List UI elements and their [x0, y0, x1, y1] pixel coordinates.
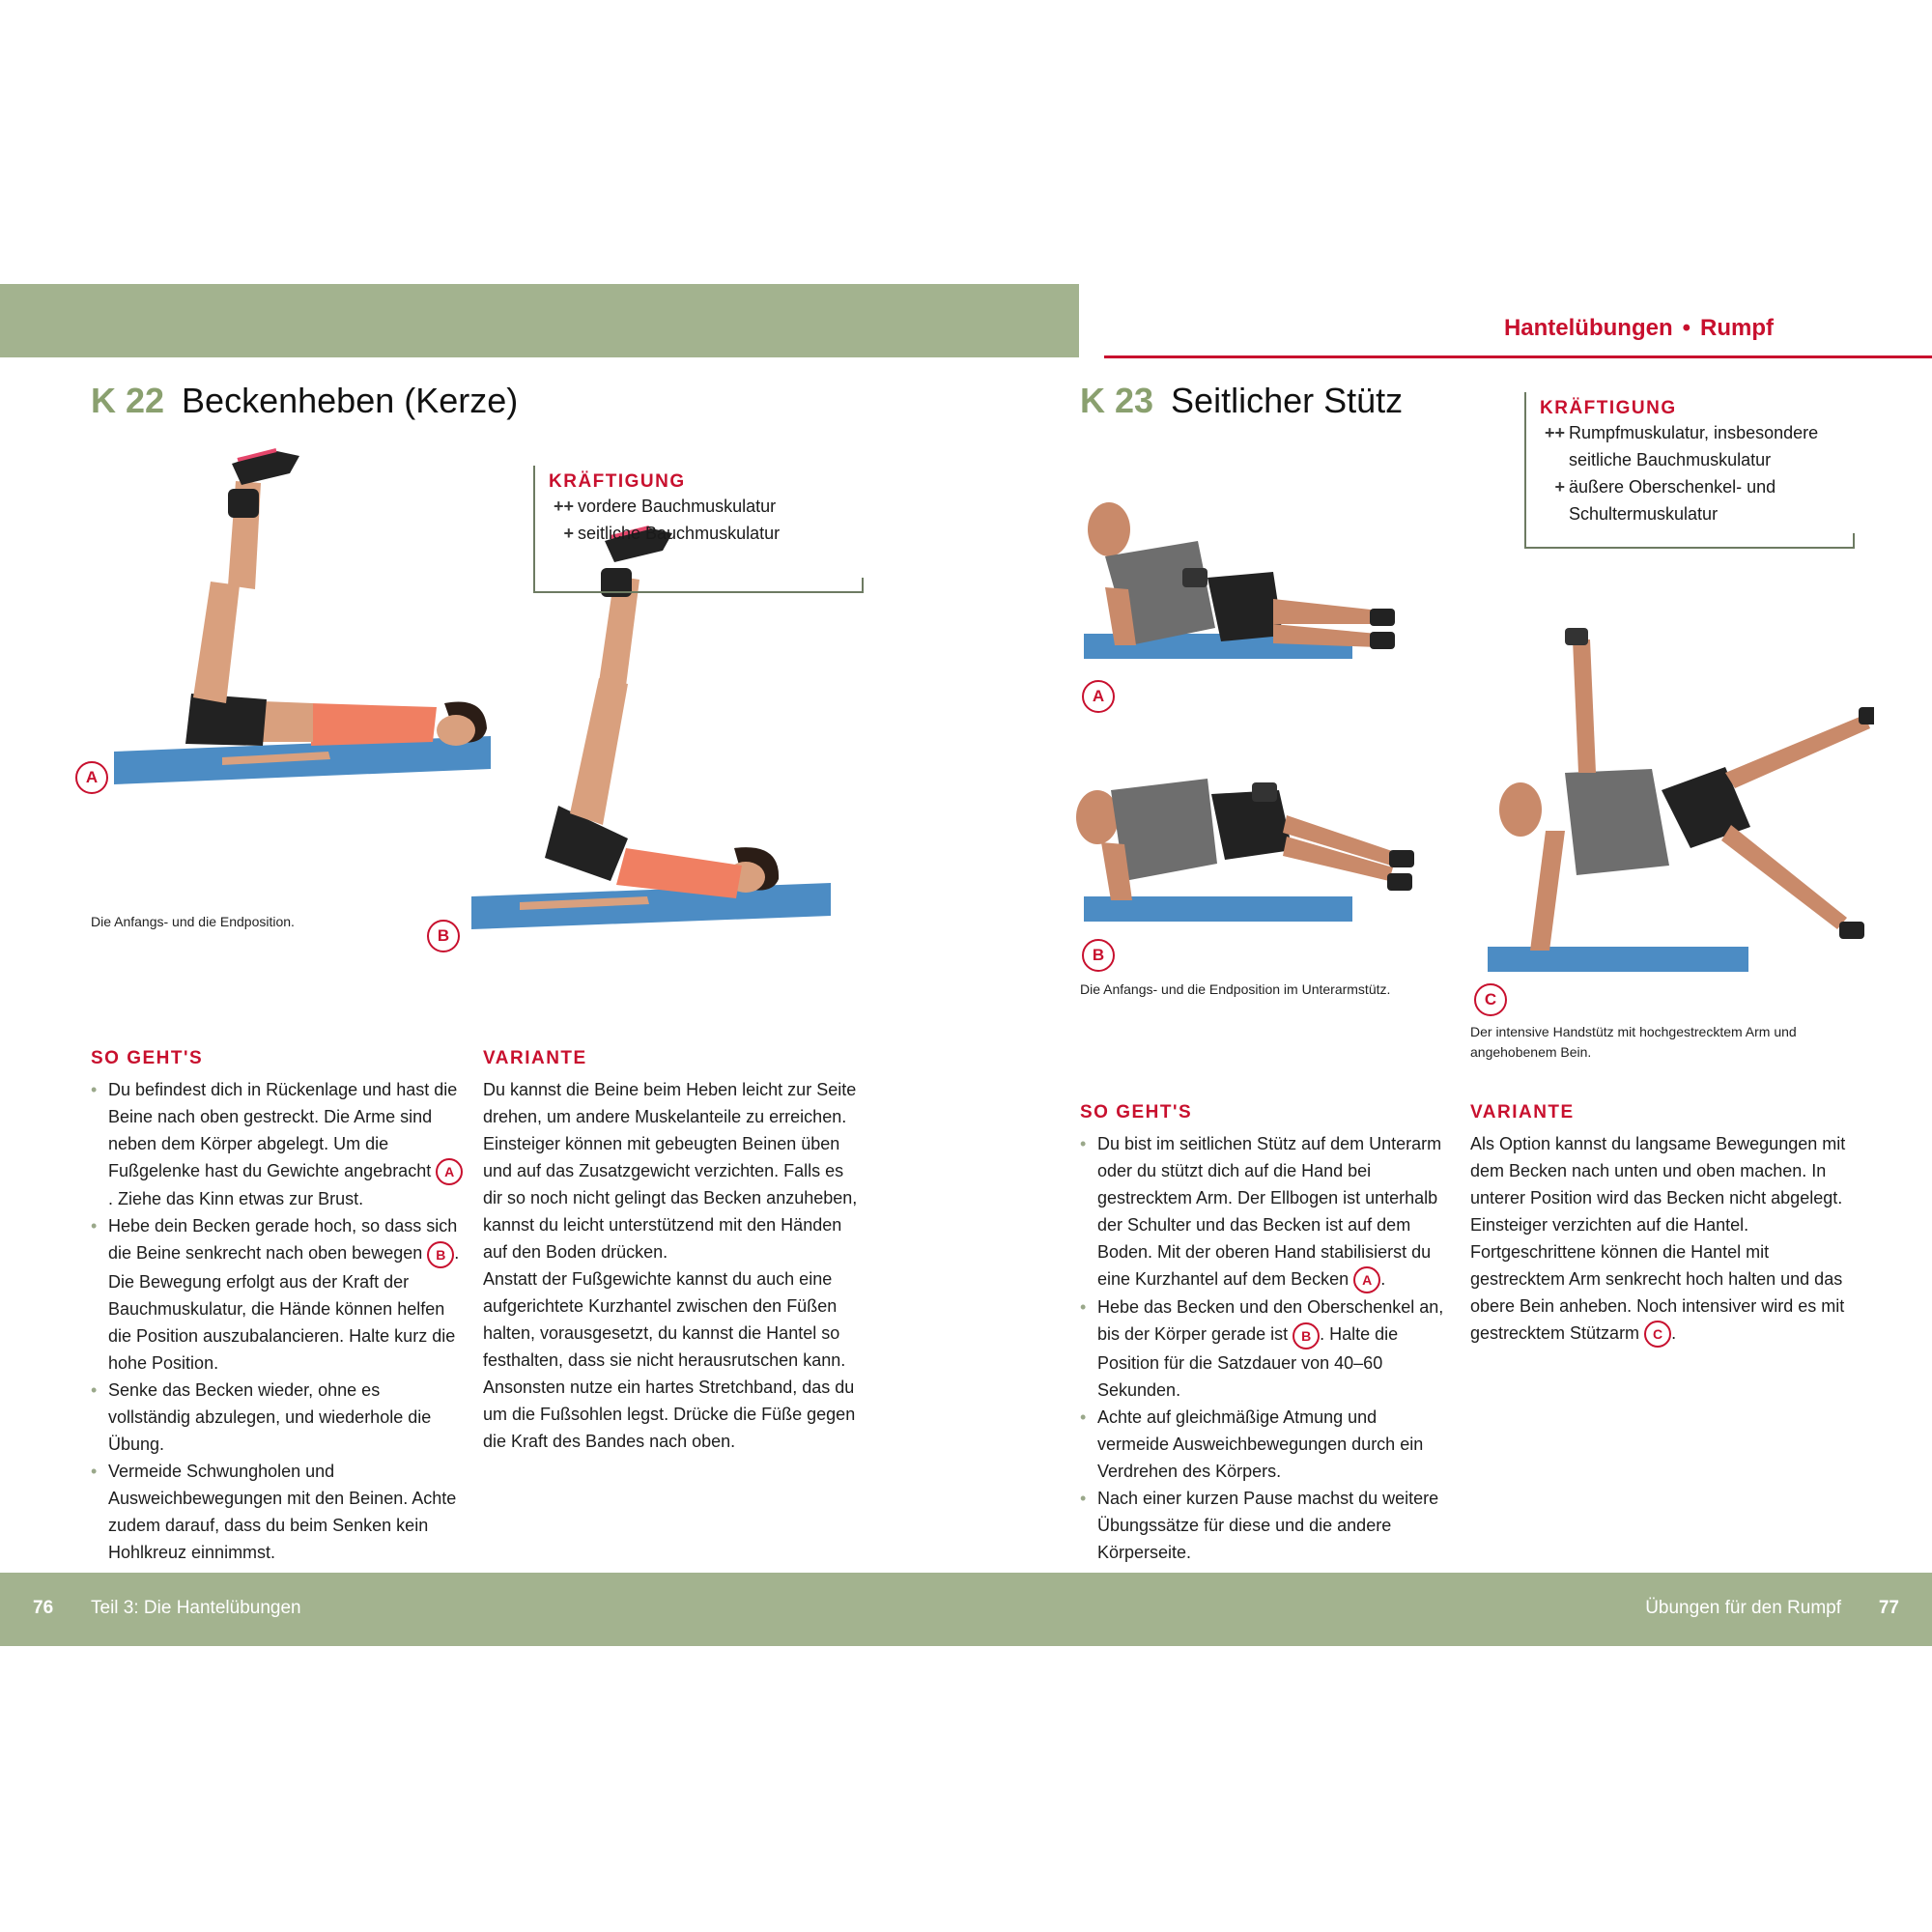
running-head	[1504, 315, 1774, 342]
figure-b-forearm-end	[1076, 779, 1414, 922]
instruction-step	[91, 1212, 464, 1376]
figure-marker-b: B	[1082, 939, 1115, 972]
variante-paragraph: Als Option kannst du langsame Bewegungen mit dem Becken nach unten und oben machen. In unterer Position wird das Becken nicht abgelegt.	[1470, 1134, 1846, 1208]
figure-caption-b: Die Anfangs- und die Endposition im Unterarmstütz.	[1080, 981, 1391, 997]
muscle-group: äußere Oberschenkel- und Schultermuskulatur	[1569, 477, 1776, 524]
variante-text: .	[1671, 1323, 1677, 1343]
so-gehts-column-k23	[1080, 1099, 1453, 1566]
variante-paragraph: Anstatt der Fußgewichte kannst du auch eine aufgerichtete Kurzhantel zwischen den Füßen halten, vorausgesetzt, du kannst die Hantel so festhalten, dass sie nicht herausrutschen kann. Ansonsten nutze ein hartes Stretchband, das du um die Fußsohlen legst. Drücke die Füße gegen die Kraft des Bandes nach oben.	[483, 1269, 856, 1451]
intensity-marker: +	[563, 524, 574, 543]
instruction-text: Du bist im seitlichen Stütz auf dem Unterarm oder du stützt dich auf die Hand bei gestrecktem Arm. Der Ellbogen ist unterhalb der Schulter und das Becken ist auf dem Boden. Mit der oberen Hand stabilisierst du eine Kurzhantel auf dem Becken	[1097, 1134, 1442, 1289]
intensity-marker: ++	[553, 497, 574, 516]
exercise-mat-c	[1488, 947, 1748, 972]
kraeftigung-item	[549, 493, 864, 520]
figure-caption-k22: Die Anfangs- und die Endposition.	[91, 914, 295, 929]
exercise-title-k23	[1080, 381, 1403, 421]
instruction-text: . Halte die Position für die Satzdauer von 40–60 Sekunden.	[1097, 1324, 1399, 1400]
exercise-name: Beckenheben (Kerze)	[182, 381, 519, 420]
so-gehts-heading: SO GEHT'S	[91, 1048, 204, 1068]
instruction-text: Du befindest dich in Rückenlage und hast die Beine nach oben gestreckt. Die Arme sind neben dem Körper abgelegt. Um die Fußgelenke hast du Gewichte angebracht	[108, 1080, 458, 1180]
instruction-step	[91, 1076, 464, 1212]
variante-column-k23	[1470, 1099, 1853, 1348]
variante-column-k22	[483, 1045, 860, 1455]
variante-paragraph: Einsteiger können mit gebeugten Beinen üben und auf das Zusatzgewicht verzichten. Falls es dir so noch nicht gelingt das Becken anzuheben, kannst du leicht unterstützend mit den Händen auf den Boden drücken.	[483, 1134, 858, 1262]
intensity-marker: ++	[1544, 423, 1565, 442]
left-header-bar	[0, 284, 1079, 357]
running-head-part2: Rumpf	[1700, 315, 1774, 341]
exercise-title-k22	[91, 381, 518, 421]
figure-c-hand-support-raised	[1488, 628, 1874, 972]
instruction-step	[1080, 1130, 1453, 1293]
figure-marker-b: B	[427, 920, 460, 952]
right-header-rule	[1104, 355, 1932, 358]
exercise-name: Seitlicher Stütz	[1171, 381, 1404, 420]
figure-marker-a: A	[1082, 680, 1115, 713]
variante-paragraph	[1470, 1211, 1853, 1348]
running-head-separator: •	[1682, 315, 1691, 341]
kraeftigung-item	[549, 520, 864, 547]
muscle-group: vordere Bauchmuskulatur	[578, 497, 777, 516]
variante-heading: VARIANTE	[483, 1048, 587, 1068]
instruction-step: • Achte auf gleichmäßige Atmung und vermeide Ausweichbewegungen durch ein Verdrehen des Körpers.	[1080, 1404, 1453, 1485]
instruction-step: • Vermeide Schwungholen und Ausweichbewegungen mit den Beinen. Achte zudem darauf, dass du beim Senken kein Hohlkreuz einnimmst.	[91, 1458, 464, 1566]
inline-marker-b: B	[1293, 1322, 1320, 1350]
kraeftigung-heading: KRÄFTIGUNG	[549, 471, 686, 492]
instruction-text: Hebe dein Becken gerade hoch, so dass sich die Beine senkrecht nach oben bewegen	[108, 1216, 458, 1264]
figure-caption-c: Der intensive Handstütz mit hochgestrecktem Arm und angehobenem Bein.	[1470, 1024, 1797, 1060]
variante-text: Einsteiger verzichten auf die Hantel. Fortgeschrittene können die Hantel mit gestrecktem Arm senkrecht hoch halten und das obere Bein anheben. Noch intensiver wird es mit gestrecktem Stützarm	[1470, 1215, 1845, 1343]
figure-marker-c: C	[1474, 983, 1507, 1016]
instruction-step: • Senke das Becken wieder, ohne es vollständig abzulegen, und wiederhole die Übung.	[91, 1377, 464, 1458]
kraeftigung-heading: KRÄFTIGUNG	[1540, 398, 1677, 418]
inline-marker-a: A	[1353, 1266, 1380, 1293]
kraeftigung-item	[1540, 419, 1855, 473]
left-footer-title: Teil 3: Die Hantelübungen	[91, 1598, 301, 1618]
right-page-number: 77	[1878, 1598, 1899, 1618]
instruction-text: Hebe das Becken und den Oberschenkel an, bis der Körper gerade ist	[1097, 1297, 1444, 1345]
variante-heading: VARIANTE	[1470, 1102, 1575, 1122]
exercise-code: K 23	[1080, 381, 1154, 420]
k23-illustration	[1063, 483, 1874, 985]
kraeftigung-box-k22	[533, 466, 864, 593]
instruction-text: .	[1380, 1269, 1386, 1289]
running-head-part1: Hantelübungen	[1503, 315, 1673, 341]
left-page-number: 76	[33, 1598, 54, 1618]
figure-marker-a: A	[75, 761, 108, 794]
so-gehts-heading: SO GEHT'S	[1080, 1102, 1193, 1122]
instruction-text: . Ziehe das Kinn etwas zur Brust.	[108, 1189, 364, 1209]
variante-paragraph: Du kannst die Beine beim Heben leicht zur Seite drehen, um andere Muskelanteile zu erreichen.	[483, 1080, 857, 1126]
instruction-step	[1080, 1293, 1453, 1403]
right-footer-title: Übungen für den Rumpf	[1645, 1598, 1841, 1618]
muscle-group: Rumpfmuskulatur, insbesondere seitliche Bauchmuskulatur	[1569, 423, 1819, 469]
muscle-group: seitliche Bauchmuskulatur	[578, 524, 781, 543]
instruction-step: • Nach einer kurzen Pause machst du weitere Übungssätze für diese und die andere Körperseite.	[1080, 1485, 1453, 1566]
inline-marker-b: B	[427, 1241, 454, 1268]
exercise-code: K 22	[91, 381, 165, 420]
figure-a-start-position	[114, 450, 491, 784]
so-gehts-column-k22	[91, 1045, 464, 1566]
instruction-text: . Die Bewegung erfolgt aus der Kraft der Bauchmuskulatur, die Hände können helfen die Position auszubalancieren. Halte kurz die hohe Position.	[108, 1243, 460, 1373]
inline-marker-a: A	[436, 1158, 463, 1185]
intensity-marker: +	[1554, 477, 1565, 497]
inline-marker-c: C	[1644, 1321, 1671, 1348]
figure-a-forearm-start	[1084, 502, 1395, 659]
